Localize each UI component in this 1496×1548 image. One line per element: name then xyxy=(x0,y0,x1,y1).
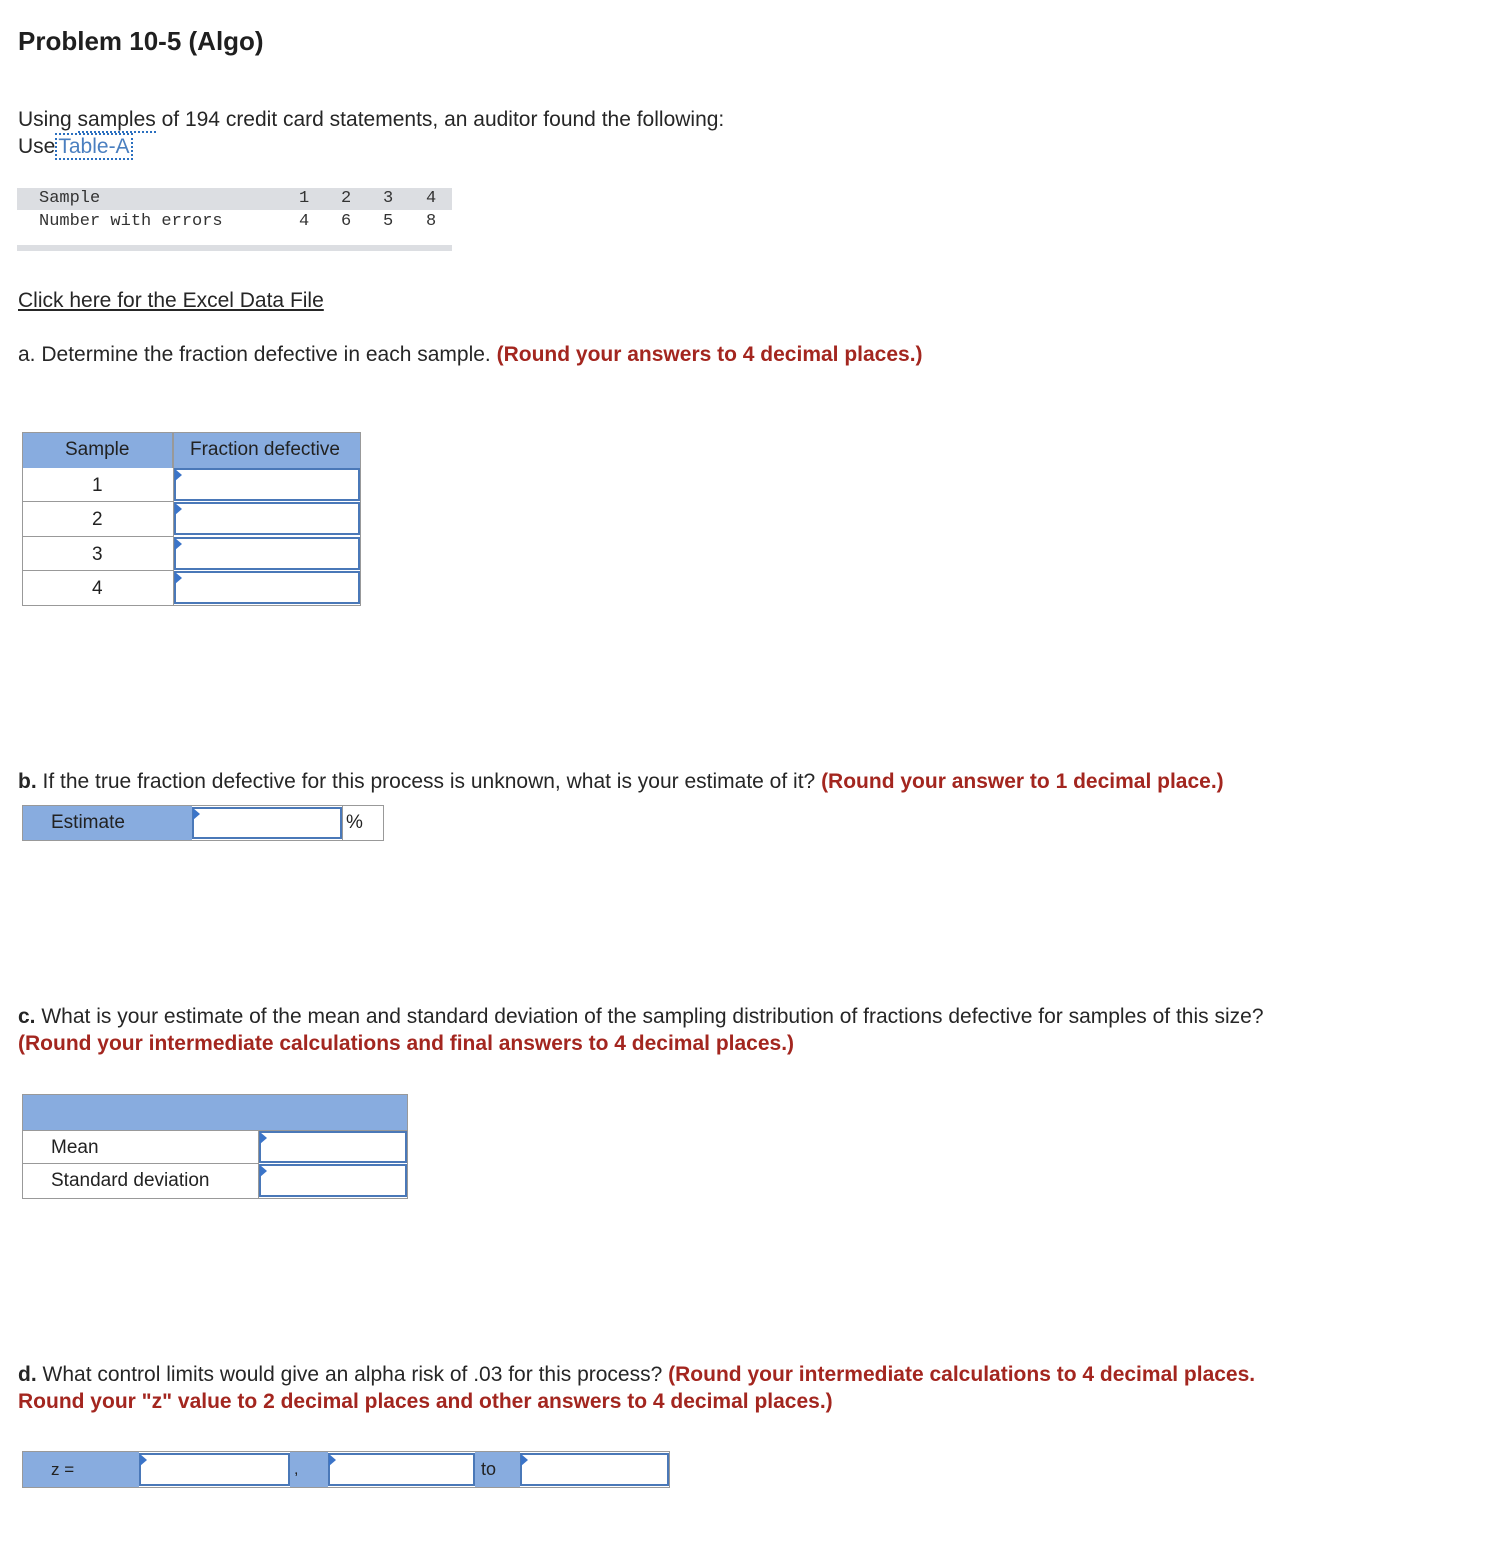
part-c-text: What is your estimate of the mean and standard deviation of the sampling distribution of fractions defective for samples of this size? xyxy=(41,1005,1264,1028)
part-b-text: If the true fraction defective for this process is unknown, what is your estimate of it? xyxy=(42,770,816,793)
intro-suffix: of 194 credit card statements, an auditor found the following: xyxy=(161,108,725,131)
sd-label: Standard deviation xyxy=(51,1170,210,1191)
part-d-text: What control limits would give an alpha risk of .03 for this process? xyxy=(42,1363,663,1386)
to-label: to xyxy=(481,1459,497,1479)
fraction-header: Fraction defective xyxy=(190,439,340,460)
part-a-text: a. Determine the fraction defective in each sample. xyxy=(18,343,491,366)
estimate-row xyxy=(22,805,384,841)
z-input[interactable] xyxy=(139,1453,290,1486)
intro-prefix: Using xyxy=(18,108,72,131)
upper-limit-input[interactable] xyxy=(520,1453,669,1486)
errors-3: 5 xyxy=(383,212,394,231)
row-sample-2: 2 xyxy=(92,509,103,530)
row-sample-1: 1 xyxy=(92,475,103,496)
part-b-question xyxy=(18,768,1224,795)
estimate-label: Estimate xyxy=(51,812,125,833)
z-label: z = xyxy=(51,1460,75,1479)
limits-separator: , xyxy=(294,1461,299,1478)
mean-label: Mean xyxy=(51,1137,99,1158)
table-a-link[interactable]: Table-A xyxy=(55,133,132,160)
mean-sd-table xyxy=(22,1094,408,1199)
fraction-input-1[interactable] xyxy=(174,468,360,501)
sample-4: 4 xyxy=(426,189,437,208)
estimate-input[interactable] xyxy=(192,807,342,839)
part-d-label: d. xyxy=(18,1363,37,1386)
fraction-input-2[interactable] xyxy=(174,502,360,535)
errors-row-label: Number with errors xyxy=(39,212,223,231)
part-a-instruction: (Round your answers to 4 decimal places.) xyxy=(496,343,923,366)
control-limits-row xyxy=(22,1451,670,1488)
mean-input[interactable] xyxy=(259,1131,407,1163)
use-label: Use xyxy=(18,135,56,158)
sample-2: 2 xyxy=(341,189,352,208)
part-b-instruction: (Round your answer to 1 decimal place.) xyxy=(821,770,1224,793)
samples-term[interactable]: samples xyxy=(77,108,156,131)
data-table xyxy=(17,188,452,251)
fraction-input-4[interactable] xyxy=(174,571,360,604)
sample-3: 3 xyxy=(383,189,394,208)
part-b-label: b. xyxy=(18,770,37,793)
sample-1: 1 xyxy=(299,189,310,208)
sd-input[interactable] xyxy=(259,1164,407,1197)
part-d-instruction-2: Round your "z" value to 2 decimal places and other answers to 4 decimal places.) xyxy=(18,1390,833,1413)
sample-row-label: Sample xyxy=(39,189,101,208)
fraction-table xyxy=(22,432,361,606)
excel-data-link[interactable]: Click here for the Excel Data File xyxy=(18,289,324,312)
intro-text xyxy=(18,106,724,160)
errors-2: 6 xyxy=(341,212,352,231)
page-title: Problem 10-5 (Algo) xyxy=(18,26,264,56)
part-c-label: c. xyxy=(18,1005,36,1028)
row-sample-3: 3 xyxy=(92,544,103,565)
fraction-input-3[interactable] xyxy=(174,537,360,570)
lower-limit-input[interactable] xyxy=(328,1453,475,1486)
part-d-question xyxy=(18,1361,1458,1415)
sample-header: Sample xyxy=(65,439,130,460)
part-d-instruction-1: (Round your intermediate calculations to 4 decimal places. xyxy=(668,1363,1256,1386)
part-a-question xyxy=(18,341,923,368)
errors-4: 8 xyxy=(426,212,437,231)
part-c-instruction: (Round your intermediate calculations and final answers to 4 decimal places.) xyxy=(18,1032,795,1055)
part-c-question xyxy=(18,1003,1458,1057)
percent-unit: % xyxy=(346,812,363,833)
errors-1: 4 xyxy=(299,212,310,231)
row-sample-4: 4 xyxy=(92,578,103,599)
